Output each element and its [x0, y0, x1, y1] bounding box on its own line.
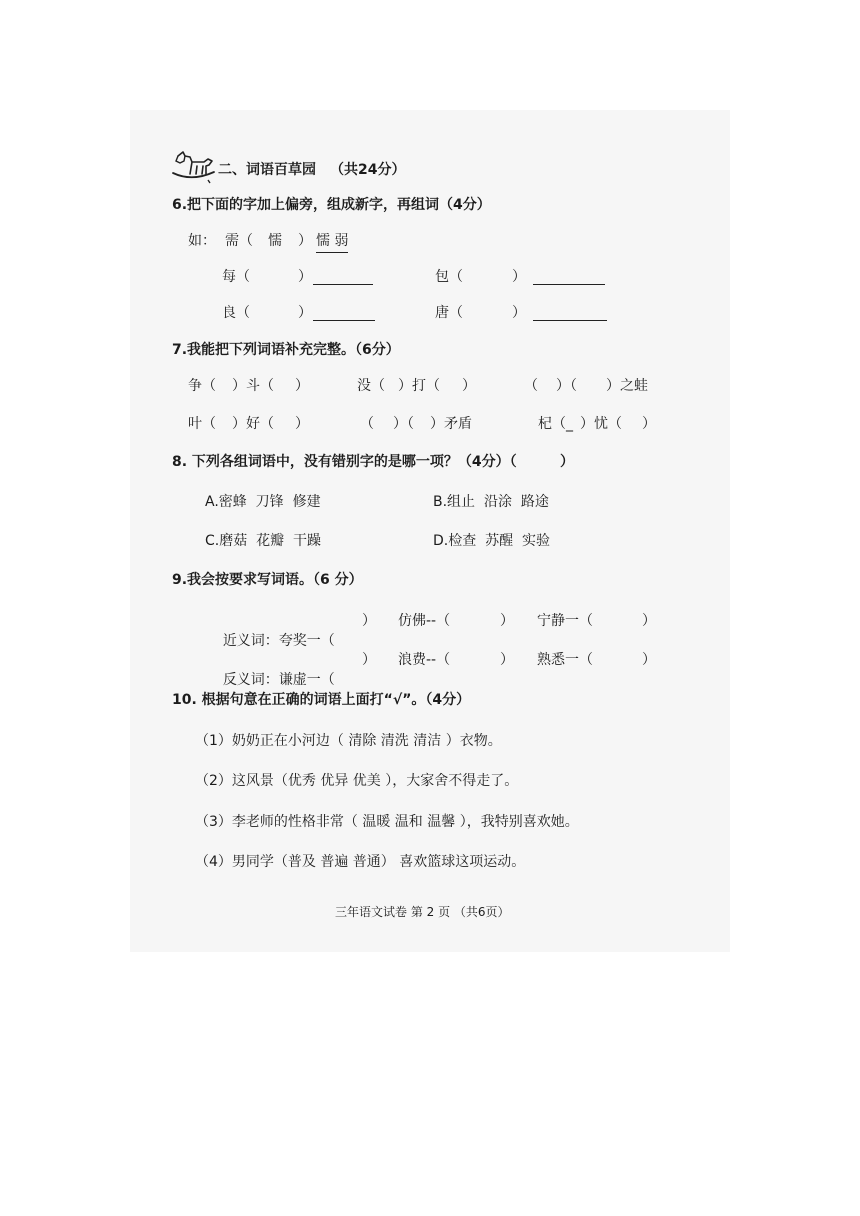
- idiom-segment: ）好（: [232, 416, 274, 432]
- word-prompt: 宁静一（: [537, 613, 593, 629]
- example-close: ）: [298, 233, 312, 249]
- idiom-segment: ）: [295, 378, 309, 394]
- q6-item-prefix: 包（: [435, 269, 463, 285]
- question-10-title: 10. 根据句意在正确的词语上面打“√”。（4分）: [172, 692, 471, 708]
- rocking-horse-icon: [170, 150, 216, 186]
- option-d: D.检查 苏醒 实验: [433, 533, 551, 549]
- antonym-label: 反义词：: [222, 672, 279, 688]
- word-close: ）: [500, 613, 514, 629]
- word-close: ）: [500, 652, 514, 668]
- idiom-segment: ）矛盾: [430, 416, 472, 432]
- word-prompt: 夸奖一（: [278, 633, 335, 649]
- q6-item-close: ）: [298, 305, 312, 321]
- idiom-segment: ）（: [556, 378, 577, 394]
- q6-item-prefix: 每（: [222, 269, 250, 285]
- q6-item-prefix: 良（: [222, 305, 250, 321]
- idiom-segment: ）忧（: [580, 416, 622, 432]
- idiom-segment: ）: [642, 416, 656, 432]
- example-answer: 懦: [268, 233, 282, 249]
- idiom-segment: ）: [295, 416, 309, 432]
- section-score: （共24分）: [330, 162, 406, 178]
- word-close: ）: [362, 613, 376, 629]
- word-prompt: 浪费--（: [398, 652, 451, 668]
- q6-item-close: ）: [298, 269, 312, 285]
- question-8-title: 8. 下列各组词语中，没有错别字的是哪一项？（4分）（: [172, 454, 517, 470]
- answer-line: [533, 320, 607, 321]
- idiom-segment: 杞（_: [538, 416, 573, 432]
- option-b: B.组止 沿涂 路途: [433, 494, 549, 510]
- question-9-title: 9.我会按要求写词语。（6 分）: [172, 572, 363, 588]
- idiom-segment: 争（: [188, 378, 216, 394]
- idiom-segment: ）（: [393, 416, 414, 432]
- answer-line: [313, 320, 375, 321]
- answer-line: [533, 284, 605, 285]
- question-6-title: 6.把下面的字加上偏旁，组成新字，再组词（4分）: [172, 197, 491, 213]
- option-a: A.密蜂 刀锋 修建: [205, 494, 321, 510]
- q6-item-close: ）: [512, 269, 526, 285]
- idiom-segment: 没（: [357, 378, 385, 394]
- sentence-item: （3）李老师的性格非常（ 温暖 温和 温馨 ），我特别喜欢她。: [195, 814, 579, 830]
- idiom-segment: ）之蛙: [606, 378, 648, 394]
- example-label: 如：: [188, 233, 216, 249]
- sentence-item: （2）这风景（优秀 优异 优美 ），大家舍不得走了。: [195, 773, 519, 789]
- idiom-segment: ）斗（: [232, 378, 274, 394]
- word-prompt: 熟悉一（: [537, 652, 593, 668]
- example-word: 懦 弱: [316, 231, 348, 253]
- idiom-segment: ）打（: [398, 378, 440, 394]
- sentence-item: （1）奶奶正在小河边（ 清除 清洗 清洁 ）衣物。: [195, 733, 502, 749]
- answer-line: [313, 284, 373, 285]
- question-8-title-close: ）: [560, 454, 574, 470]
- sentence-item: （4）男同学（普及 普遍 普通） 喜欢篮球这项运动。: [195, 854, 526, 870]
- word-close: ）: [642, 652, 656, 668]
- idiom-segment: （: [524, 378, 538, 394]
- q6-item-prefix: 唐（: [435, 305, 463, 321]
- question-7-title: 7.我能把下列词语补充完整。（6分）: [172, 342, 400, 358]
- synonym-label: 近义词：: [222, 633, 279, 649]
- section-title: 二、词语百草园: [218, 162, 316, 178]
- example-prefix: 需（: [225, 233, 253, 249]
- idiom-segment: （: [360, 416, 374, 432]
- idiom-segment: ）: [462, 378, 476, 394]
- idiom-segment: 叶（: [188, 416, 216, 432]
- word-prompt: 谦虚一（: [278, 672, 335, 688]
- word-close: ）: [642, 613, 656, 629]
- word-close: ）: [362, 652, 376, 668]
- word-prompt: 仿佛--（: [398, 613, 451, 629]
- q6-item-close: ）: [512, 305, 526, 321]
- page-footer: 三年语文试卷 第 2 页 （共6页）: [335, 905, 510, 919]
- option-c: C.磨菇 花瓣 干躁: [205, 533, 322, 549]
